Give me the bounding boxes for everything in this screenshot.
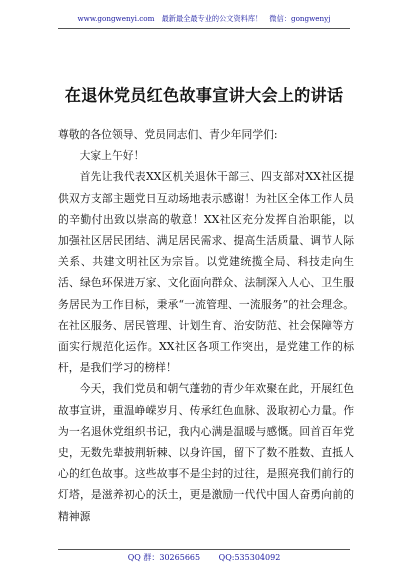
document-body <box>58 124 354 527</box>
footer-divider <box>58 549 350 550</box>
document-title: 在退休党员红色故事宣讲大会上的讲话 <box>64 86 344 105</box>
salutation: 尊敬的各位领导、党员同志们、青少年同学们: <box>58 128 278 141</box>
greeting: 大家上午好！ <box>79 149 145 163</box>
footer-qq: QQ:535304092 <box>218 553 281 562</box>
header-divider <box>58 28 350 29</box>
page-header: www.gongwenyi.com 最新最全最专业的公文资料库！ 微信：gongwenyj <box>77 14 331 23</box>
paragraph-thanks: 首先让我代表XX区机关退休干部三、四支部对XX社区提供双方支部主题党日互动场地表示感谢！为社区全体工作人员的辛勤付出致以崇高的敬意！XX社区充分发挥自治职能，以加强社区居民团结、满足居民需求、提高生活质量、调节人际关系、共建文明社区为宗旨。以党建统揽全局、科技走向生活、绿色环保进万家、文化面向群众、法制深入人心、卫生服务居民为工作目标，秉承“一流管理、一流服务”的社会理念。在社区服务、居民管理、计划生育、治安防范、社会保障等方面实行规范化运作。XX社区各项工作突出，是党建工作的标杆，是我们学习的榜样！ <box>58 170 354 375</box>
footer-qq-group: QQ 群：30265665 <box>127 553 201 562</box>
paragraph-today: 今天，我们党员和朝气蓬勃的青少年欢聚在此，开展红色故事宣讲，重温峥嵘岁月、传承红色血脉、汲取初心力量。作为一名退休党组织书记，我内心满是温暖与感慨。回首百年党史，无数先辈披荆斩棘、以身许国，留下了数不胜数、直抵人心的红色故事。这些故事不是尘封的过往，是照亮我们前行的灯塔，是滋养初心的沃土，更是激励一代代中国人奋勇向前的精神源 <box>58 382 354 523</box>
page-footer <box>0 552 408 563</box>
